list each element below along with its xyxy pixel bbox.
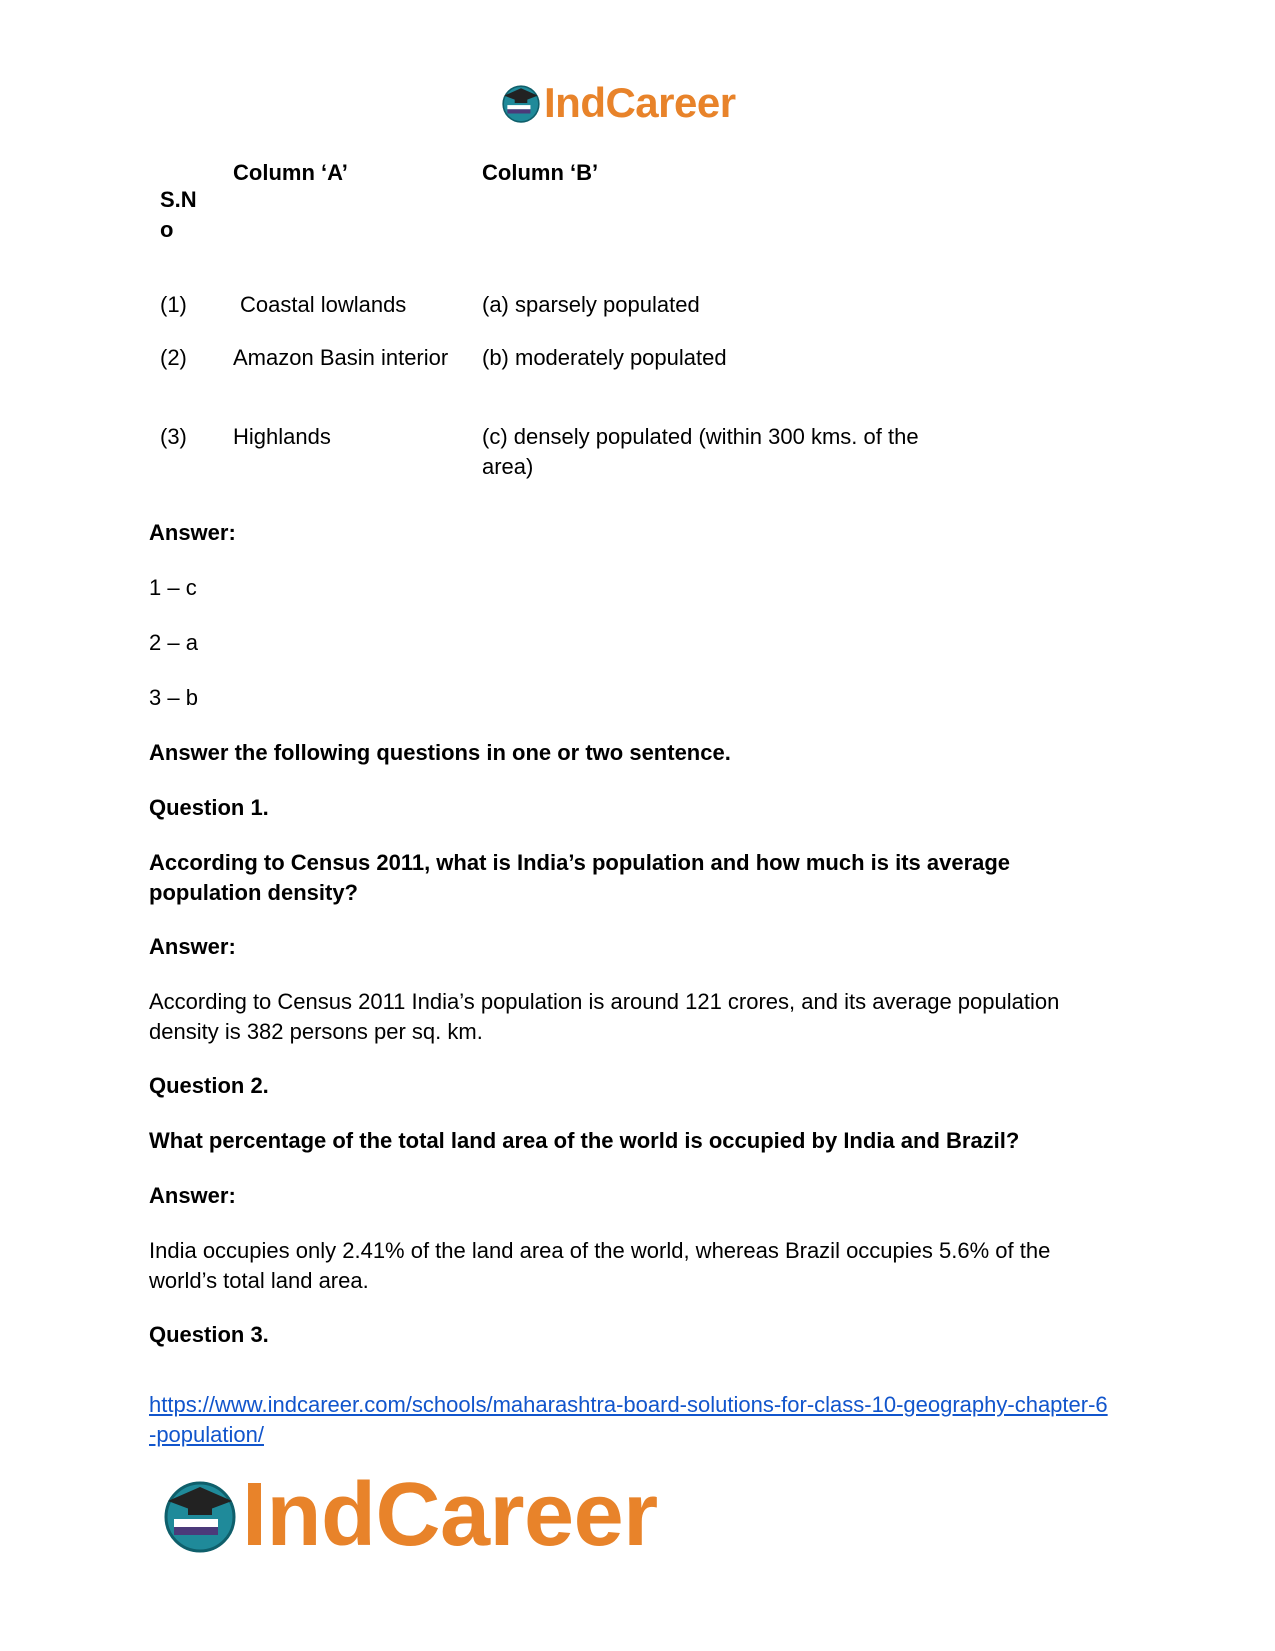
table-row-column-a: Amazon Basin interior bbox=[233, 345, 449, 370]
table-row-column-b: (b) moderately populated bbox=[482, 345, 727, 370]
question-text: According to Census 2011, what is India’s population and how much is its average population density? bbox=[149, 850, 1011, 905]
table-row-column-b: (c) densely populated (within 300 kms. of the area) bbox=[482, 424, 919, 479]
sno-header: S.N o bbox=[160, 187, 197, 242]
table-row-column-b: (a) sparsely populated bbox=[482, 292, 700, 317]
table-row-sno: (1) bbox=[160, 292, 187, 317]
table-row-sno: (3) bbox=[160, 424, 187, 449]
answer-label: Answer: bbox=[149, 1183, 236, 1208]
graduation-globe-icon bbox=[160, 1475, 240, 1555]
question-text: What percentage of the total land area of the world is occupied by India and Brazil? bbox=[149, 1128, 1020, 1153]
answer-line: 2 – a bbox=[149, 630, 198, 655]
question-label: Question 3. bbox=[149, 1322, 269, 1347]
answer-label: Answer: bbox=[149, 934, 236, 959]
question-label: Question 2. bbox=[149, 1073, 269, 1098]
answer-line: 3 – b bbox=[149, 685, 198, 710]
answer-label: Answer: bbox=[149, 520, 236, 545]
indcareer-logo-top bbox=[500, 78, 736, 128]
column-b-header: Column ‘B’ bbox=[482, 160, 599, 185]
logo-text: IndCareer bbox=[544, 79, 736, 126]
answer-text: India occupies only 2.41% of the land area of the world, whereas Brazil occupies 5.6% of the world’s total land area. bbox=[149, 1238, 1051, 1293]
answer-line: 1 – c bbox=[149, 575, 197, 600]
question-label: Question 1. bbox=[149, 795, 269, 820]
answer-text: According to Census 2011 India’s population is around 121 crores, and its average population density is 382 persons per sq. km. bbox=[149, 989, 1060, 1044]
footer-link[interactable]: https://www.indcareer.com/schools/maharashtra-board-solutions-for-class-10-geography-chapter-6-population/ bbox=[149, 1392, 1108, 1447]
graduation-globe-icon bbox=[500, 82, 542, 124]
section-heading: Answer the following questions in one or two sentence. bbox=[149, 740, 731, 765]
table-row-column-a: Coastal lowlands bbox=[240, 292, 407, 317]
table-row-column-a: Highlands bbox=[233, 424, 331, 449]
logo-text: IndCareer bbox=[242, 1464, 658, 1565]
column-a-header: Column ‘A’ bbox=[233, 160, 348, 185]
table-row-sno: (2) bbox=[160, 345, 187, 370]
indcareer-logo-bottom bbox=[160, 1464, 658, 1565]
